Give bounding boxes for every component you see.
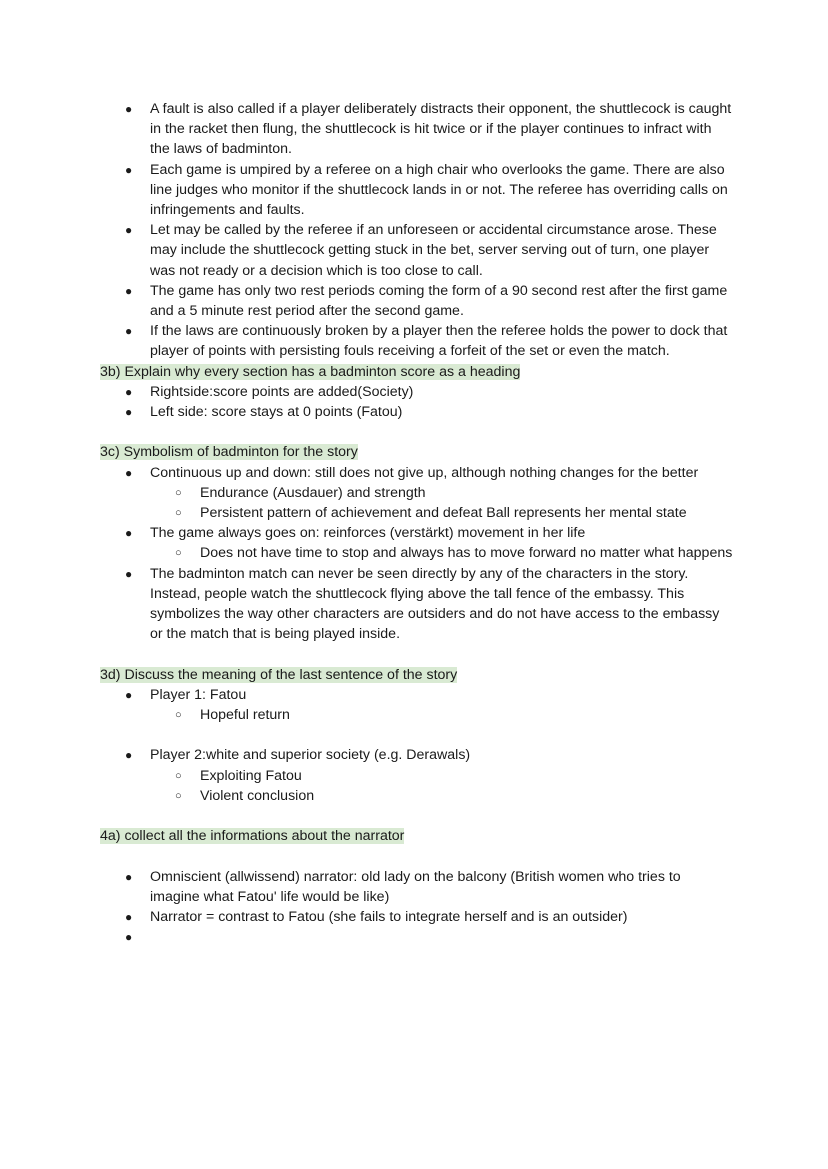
list-item-text: If the laws are continuously broken by a player then the referee holds the power to dock that player of points with persisting fouls receiving a forfeit of the set or even the match. xyxy=(150,323,728,360)
list-item xyxy=(0,685,828,705)
section-4a-heading: 4a) collect all the informations about the narrator xyxy=(100,828,405,845)
bullet-icon: ● xyxy=(125,566,133,581)
sub-list-item-text: Exploiting Fatou xyxy=(200,767,302,784)
spacer xyxy=(0,725,828,745)
sub-list-item-text: Violent conclusion xyxy=(200,787,315,804)
bullet-icon: ● xyxy=(125,384,133,399)
sub-bullet-icon: ○ xyxy=(175,709,182,722)
sub-list-item xyxy=(0,786,828,806)
list-item-text: The game has only two rest periods coming the form of a 90 second rest after the first game and a 5 minute rest period after the second game. xyxy=(150,282,728,320)
list-item xyxy=(0,927,828,947)
section-3d-heading: 3d) Discuss the meaning of the last sentence of the story xyxy=(100,666,458,683)
bullet-icon: ● xyxy=(125,869,133,884)
bullet-icon: ● xyxy=(125,102,133,116)
list-item xyxy=(0,867,828,907)
sub-list-item xyxy=(0,543,828,563)
intro-bullet-list xyxy=(0,99,828,362)
section-4a-heading-row xyxy=(0,826,828,846)
list-item xyxy=(0,281,828,321)
document-page xyxy=(0,99,828,947)
list-item xyxy=(0,321,828,361)
list-item xyxy=(0,402,828,422)
spacer xyxy=(0,806,828,826)
list-item xyxy=(0,564,828,645)
bullet-icon: ● xyxy=(125,283,133,298)
section-3b-heading-row xyxy=(0,362,828,382)
sub-list-item-text: Hopeful return xyxy=(200,707,290,724)
sub-bullet-icon: ○ xyxy=(175,769,182,782)
sub-list-item-text: Does not have time to stop and always has to move forward no matter what happens xyxy=(200,545,733,562)
list-item xyxy=(0,463,828,483)
bullet-icon: ● xyxy=(125,405,133,420)
sub-bullet-icon: ○ xyxy=(175,789,182,802)
sub-list-item-text: Persistent pattern of achievement and defeat Ball represents her mental state xyxy=(200,505,687,522)
list-item-text: A fault is also called if a player deliberately distracts their opponent, the shuttlecock is caught in the racket then flung, the shuttlecock is hit twice or if the player continues to infract with the laws of badminton. xyxy=(150,101,732,158)
bullet-icon: ● xyxy=(125,748,133,763)
section-3d-list-2 xyxy=(0,745,828,806)
section-3c-heading-row xyxy=(0,442,828,462)
list-item xyxy=(0,382,828,402)
section-4a-list xyxy=(0,867,828,948)
sub-list-item-text: Endurance (Ausdauer) and strength xyxy=(200,484,426,501)
bullet-icon: ● xyxy=(125,223,133,238)
list-item-text: Omniscient (allwissend) narrator: old lady on the balcony (British women who tries to imagine what Fatou' life would be like) xyxy=(150,868,681,905)
sub-bullet-icon: ○ xyxy=(175,507,182,520)
list-item-text: Player 1: Fatou xyxy=(150,686,247,703)
list-item-text: The badminton match can never be seen directly by any of the characters in the story. Instead, people watch the shuttlecock flying above the tall fence of the embassy. This symbolizes the way other characters are outsiders and do not have access to the embassy or the match that is being played inside. xyxy=(150,565,720,643)
list-item xyxy=(0,745,828,765)
bullet-icon: ● xyxy=(125,526,133,541)
list-item-text: Each game is umpired by a referee on a high chair who overlooks the game. There are also line judges who monitor if the shuttlecock lands in or not. The referee has overriding calls on infringements and faults. xyxy=(150,161,728,219)
section-3b-heading: 3b) Explain why every section has a badminton score as a heading xyxy=(100,363,521,380)
bullet-icon: ● xyxy=(125,930,133,945)
spacer xyxy=(0,644,828,664)
sub-list-item xyxy=(0,705,828,725)
sub-list-item xyxy=(0,483,828,503)
bullet-icon: ● xyxy=(125,910,133,925)
list-item xyxy=(0,99,828,160)
bullet-icon: ● xyxy=(125,162,133,177)
bullet-icon: ● xyxy=(125,324,133,339)
bullet-icon: ● xyxy=(125,465,133,480)
section-3c-list xyxy=(0,463,828,645)
sub-bullet-icon: ○ xyxy=(175,547,182,560)
list-item-text: The game always goes on: reinforces (verstärkt) movement in her life xyxy=(150,525,586,542)
sub-list-item xyxy=(0,766,828,786)
list-item-text: Continuous up and down: still does not give up, although nothing changes for the better xyxy=(150,464,699,481)
list-item-text: Left side: score stays at 0 points (Fatou) xyxy=(150,404,403,421)
spacer xyxy=(0,422,828,442)
section-3d-list xyxy=(0,685,828,725)
spacer xyxy=(0,846,828,866)
section-3c-heading: 3c) Symbolism of badminton for the story xyxy=(100,444,358,461)
section-3d-heading-row xyxy=(0,665,828,685)
list-item xyxy=(0,160,828,221)
list-item-text: Let may be called by the referee if an unforeseen or accidental circumstance arose. These may include the shuttlecock getting stuck in the bet, server serving out of turn, one player was not ready or a decision which is too close to call. xyxy=(150,222,717,279)
list-item xyxy=(0,220,828,281)
list-item xyxy=(0,523,828,543)
section-3b-list xyxy=(0,382,828,422)
list-item-text: Narrator = contrast to Fatou (she fails to integrate herself and is an outsider) xyxy=(150,909,628,926)
sub-list-item xyxy=(0,503,828,523)
sub-bullet-icon: ○ xyxy=(175,486,182,499)
list-item xyxy=(0,907,828,927)
list-item-text: Rightside:score points are added(Society) xyxy=(150,383,414,400)
bullet-icon: ● xyxy=(125,687,133,702)
list-item-text: Player 2:white and superior society (e.g. Derawals) xyxy=(150,747,471,764)
